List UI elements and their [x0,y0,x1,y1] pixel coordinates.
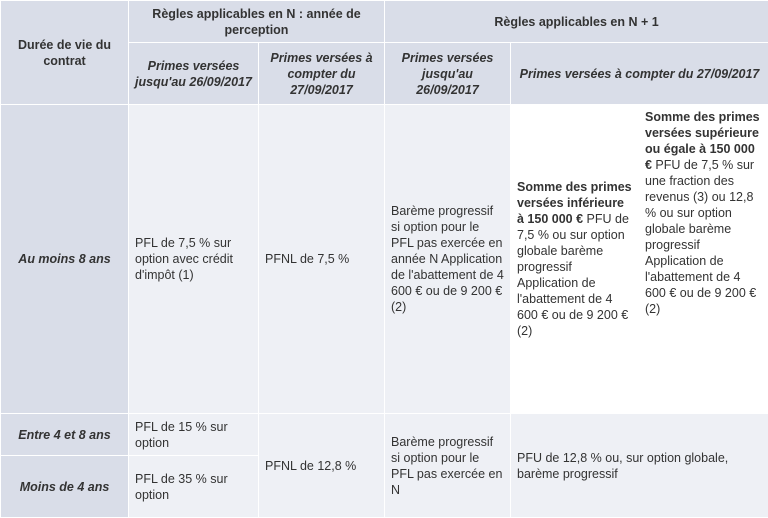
header-n1-primes-compter: Primes versées à compter du 27/09/2017 [511,43,768,105]
cell-48-n-jusqu: PFL de 15 % sur option [129,414,259,456]
header-regles-n: Règles applicables en N : année de perception [129,1,385,43]
cell-shared-n-compter: PFNL de 12,8 % [259,414,385,518]
row-label-moins-de-4-ans: Moins de 4 ans [1,456,129,518]
cell-4-n-jusqu: PFL de 35 % sur option [129,456,259,518]
header-n-primes-compter: Primes versées à compter du 27/09/2017 [259,43,385,105]
header-n1-primes-jusqu: Primes versées jusqu'au 26/09/2017 [385,43,511,105]
header-n-primes-jusqu: Primes versées jusqu'au 26/09/2017 [129,43,259,105]
header-regles-n1: Règles applicables en N + 1 [385,1,768,43]
cell-8-n1-superieure [639,105,768,414]
cell-8-n1-superieure-bold: Somme des primes versées supérieure ou égale à 150 000 € [645,110,760,172]
cell-8-n1-inferieure [511,105,639,414]
cell-8-n1-inferieure-rest: PFU de 7,5 % ou sur option globale barème progressif Application de l'abattement de 4 600 € ou de 9 200 € (2) [517,212,629,338]
cell-shared-n1-compter: PFU de 12,8 % ou, sur option globale, barème progressif [511,414,768,518]
cell-shared-n1-jusqu: Barème progressif si option pour le PFL pas exercée en N [385,414,511,518]
row-label-entre-4-et-8-ans: Entre 4 et 8 ans [1,414,129,456]
row-label-au-moins-8-ans: Au moins 8 ans [1,105,129,414]
cell-8-n-compter: PFNL de 7,5 % [259,105,385,414]
cell-8-n-jusqu: PFL de 7,5 % sur option avec crédit d'impôt (1) [129,105,259,414]
cell-8-n1-inferieure-bold: Somme des primes versées inférieure à 150 000 € [517,180,632,226]
header-duree: Durée de vie du contrat [1,1,129,105]
cell-8-n1-jusqu: Barème progressif si option pour le PFL pas exercée en année N Application de l'abattement de 4 600 € ou de 9 200 € (2) [385,105,511,414]
cell-8-n1-superieure-rest: PFU de 7,5 % sur une fraction des revenus (3) ou 12,8 % ou sur option globale barème progressif Application de l'abattement de 4 600 € ou de 9 200 € (2) [645,158,756,316]
